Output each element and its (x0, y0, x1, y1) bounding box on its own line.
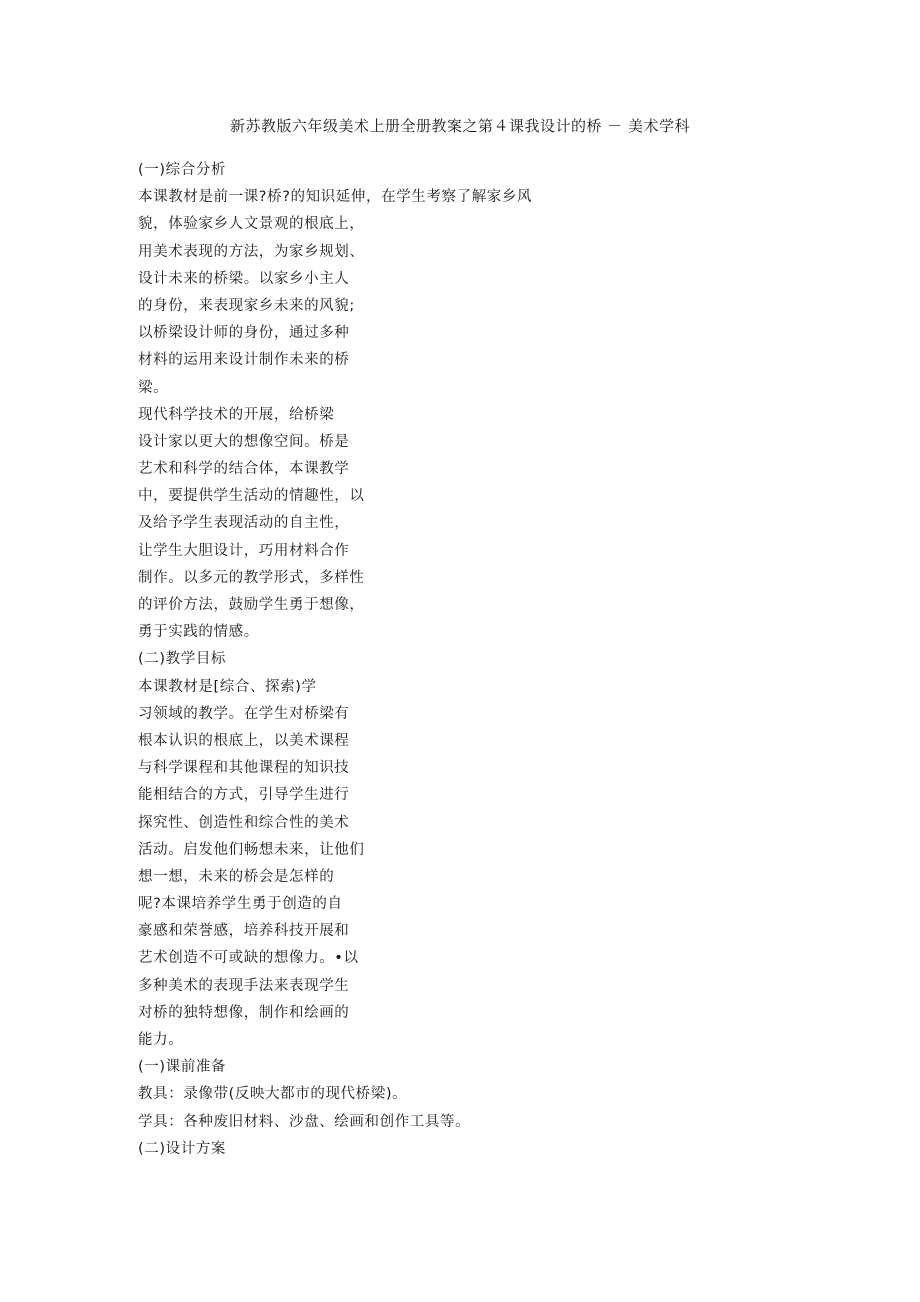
text-line: 教具：录像带(反映大都市的现代桥梁)。 (138, 1086, 408, 1103)
text-line: 艺术创造不可或缺的想像力。•以 (138, 950, 359, 967)
text-line: 设计未来的桥梁。以家乡小主人 (138, 270, 350, 287)
text-line: (二)设计方案 (138, 1140, 227, 1157)
document-title: 新苏教版六年级美术上册全册教案之第４课我设计的桥 － 美术学科 (229, 117, 691, 135)
text-line: 想一想，未来的桥会是怎样的 (138, 868, 335, 885)
text-line: 让学生大胆设计，巧用材料合作 (138, 542, 350, 559)
text-line: 勇于实践的情感。 (138, 624, 259, 641)
text-line: 活动。启发他们畅想未来，让他们 (138, 841, 365, 858)
text-line: 以桥梁设计师的身份，通过多种 (138, 325, 350, 342)
text-line: 设计家以更大的想像空间。桥是 (138, 433, 350, 450)
text-line: 及给予学生表现活动的自主性， (138, 515, 350, 532)
text-line: 材料的运用来设计制作未来的桥 (138, 352, 350, 369)
text-line: 用美术表现的方法，为家乡规划、 (138, 243, 365, 260)
text-line: 根本认识的根底上，以美术课程 (138, 732, 350, 749)
text-line: 艺术和科学的结合体，本课教学 (138, 461, 350, 478)
text-line: (二)教学目标 (138, 651, 227, 668)
text-line: 现代科学技术的开展，给桥梁 (138, 406, 335, 423)
text-line: 中，要提供学生活动的情趣性，以 (138, 488, 365, 505)
text-line: 呢?本课培养学生勇于创造的自 (138, 896, 343, 913)
text-line: 本课教材是前一课?桥?的知识延伸，在学生考察了解家乡风 (138, 189, 533, 206)
text-line: 的身份，来表现家乡未来的风貌; (138, 297, 355, 314)
text-line: 豪感和荣誉感，培养科技开展和 (138, 923, 350, 940)
text-line: 与科学课程和其他课程的知识技 (138, 760, 350, 777)
text-line: 梁。 (138, 379, 169, 396)
text-line: 本课教材是[综合、探索)学 (138, 678, 317, 695)
text-line: 习领域的教学。在学生对桥梁有 (138, 705, 350, 722)
text-line: 对桥的独特想像，制作和绘画的 (138, 1004, 350, 1021)
text-line: 探究性、创造性和综合性的美术 (138, 814, 350, 831)
text-line: 能相结合的方式，引导学生进行 (138, 787, 350, 804)
text-line: 多种美术的表现手法来表现学生 (138, 977, 350, 994)
text-line: (一)综合分析 (138, 162, 227, 178)
text-line: 的评价方法，鼓励学生勇于想像， (138, 597, 365, 613)
text-line: 貌，体验家乡人文景观的根底上， (138, 216, 365, 233)
document-body (138, 157, 838, 1163)
text-line: (一)课前准备 (138, 1059, 227, 1076)
text-line: 制作。以多元的教学形式，多样性 (138, 569, 365, 586)
text-line: 学具：各种废旧材料、沙盘、绘画和创作工具等。 (138, 1113, 471, 1130)
text-line: 能力。 (138, 1032, 184, 1048)
